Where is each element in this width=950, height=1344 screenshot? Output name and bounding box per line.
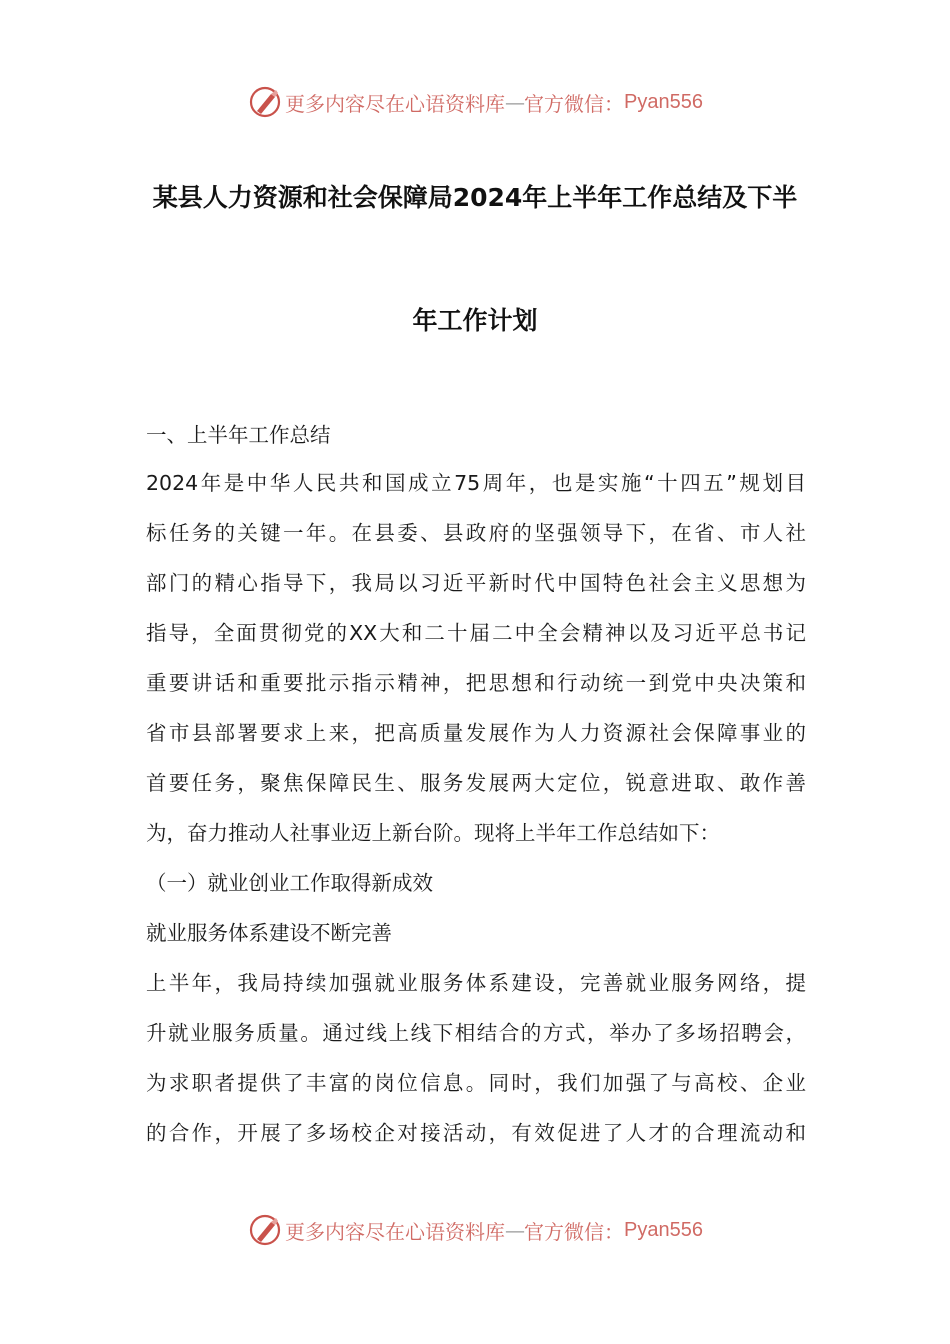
paragraph-line: 的合作，开展了多场校企对接活动，有效促进了人才的合理流动和	[146, 1121, 806, 1145]
document-title-line-1: 某县人力资源和社会保障局2024年上半年工作总结及下半	[152, 183, 798, 212]
paragraph-line: 省市县部署要求上来，把高质量发展作为人力资源社会保障事业的	[146, 721, 806, 745]
footer-watermark-banner	[0, 1210, 950, 1250]
banner-official-label: 官方微信：	[524, 1219, 625, 1244]
banner-separator: —	[505, 90, 525, 114]
paragraph-line: 升就业服务质量。通过线上线下相结合的方式，举办了多场招聘会，	[146, 1021, 806, 1045]
banner-official-label: 官方微信：	[524, 91, 625, 116]
item-1-heading: 就业服务体系建设不断完善	[146, 921, 392, 945]
paragraph-line: 2024年是中华人民共和国成立75周年，也是实施“十四五”规划目	[146, 471, 806, 495]
paragraph-line: 部门的精心指导下，我局以习近平新时代中国特色社会主义思想为	[146, 571, 806, 595]
pen-nib-icon	[247, 1212, 283, 1248]
paragraph-line: 重要讲话和重要批示指示精神，把思想和行动统一到党中央决策和	[146, 671, 806, 695]
paragraph-line: 标任务的关键一年。在县委、县政府的坚强领导下，在省、市人社	[146, 521, 806, 545]
paragraph-line: 首要任务，聚焦保障民生、服务发展两大定位，锐意进取、敢作善	[146, 771, 806, 795]
section-heading	[146, 410, 806, 460]
banner-separator: —	[505, 1218, 525, 1242]
banner-brand-text: 更多内容尽在心语资料库	[285, 91, 506, 116]
header-watermark-banner	[0, 82, 950, 122]
paragraph-line: 为求职者提供了丰富的岗位信息。同时，我们加强了与高校、企业	[146, 1071, 806, 1095]
document-title-line-2: 年工作计划	[412, 306, 538, 335]
banner-brand-text: 更多内容尽在心语资料库	[285, 1219, 506, 1244]
paragraph-line: 上半年，我局持续加强就业服务体系建设，完善就业服务网络，提	[146, 971, 806, 995]
subsection-1-heading: （一）就业创业工作取得新成效	[146, 871, 433, 895]
banner-wechat-handle: Pyan556	[624, 90, 703, 113]
pen-nib-icon	[247, 84, 283, 120]
banner-wechat-handle: Pyan556	[624, 1218, 703, 1241]
section-1-heading: 一、上半年工作总结	[146, 423, 331, 447]
paragraph-line: 指导，全面贯彻党的XX大和二十届二中全会精神以及习近平总书记	[146, 621, 806, 645]
document-body	[146, 458, 806, 1158]
paragraph-line: 为，奋力推动人社事业迈上新台阶。现将上半年工作总结如下：	[146, 821, 720, 845]
